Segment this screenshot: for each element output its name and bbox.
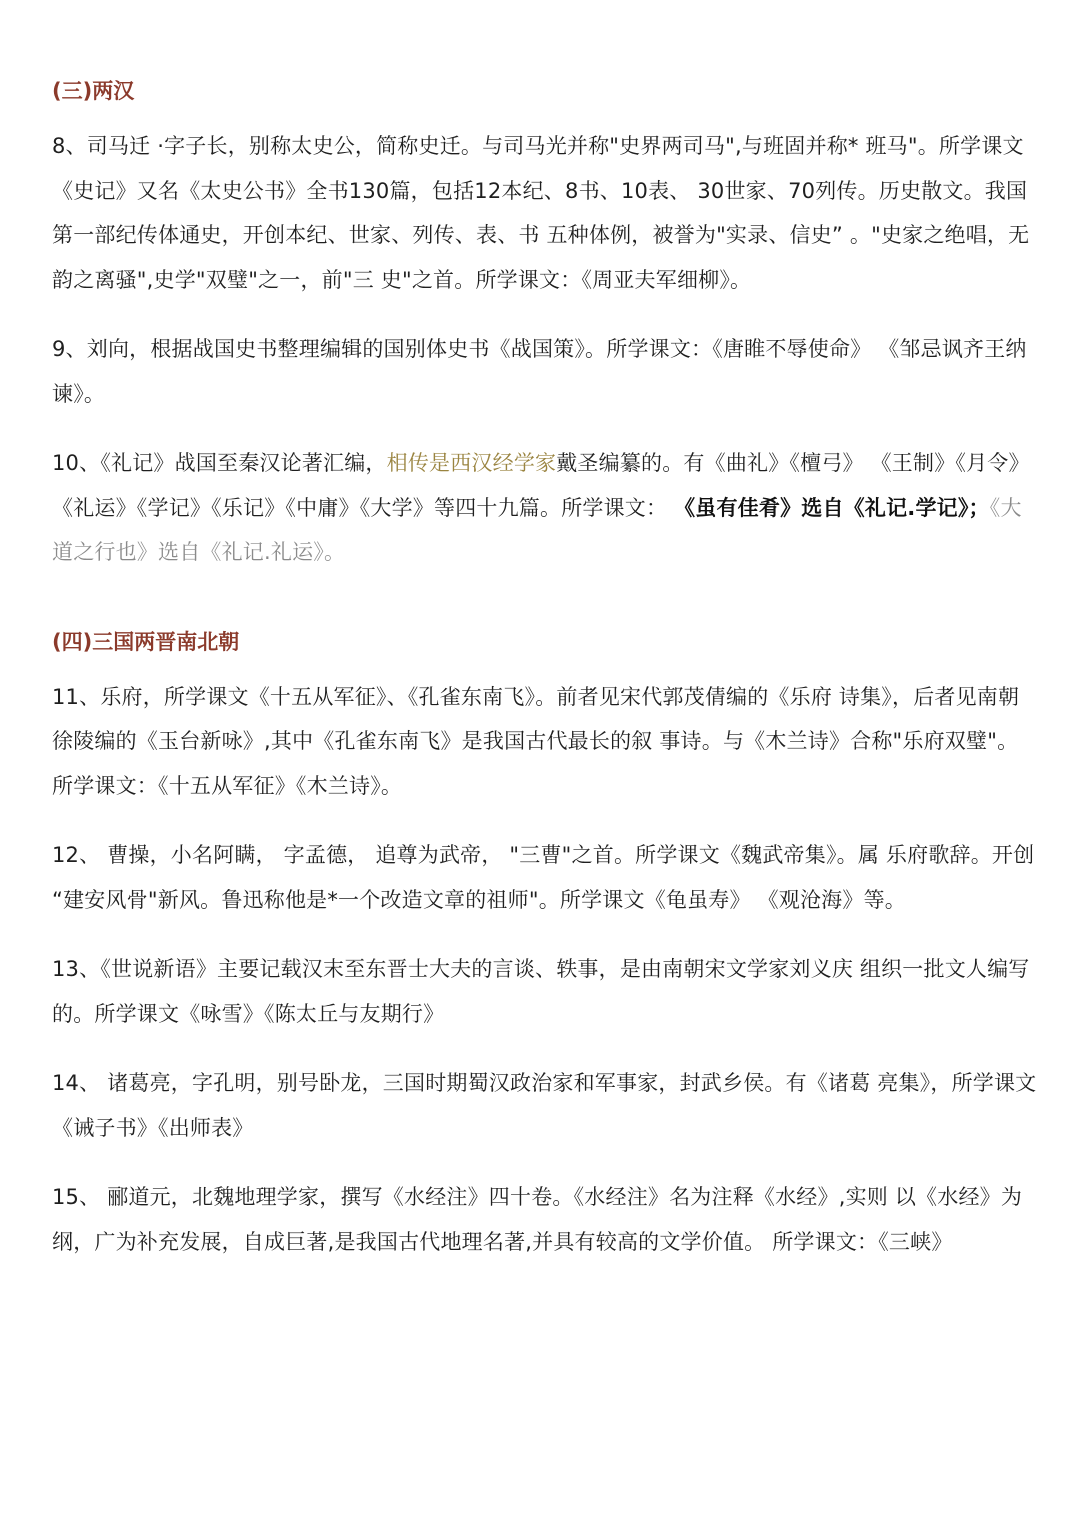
paragraph-10-highlight: 相传是西汉经学家 bbox=[386, 451, 557, 475]
paragraph-13: 13、《世说新语》主要记载汉末至东晋士大夫的言谈、轶事，是由南朝宋文学家刘义庆 组织一批文人编写的。所学课文《咏雪》《陈太丘与友期行》 bbox=[52, 957, 1030, 1026]
paragraph-14: 14、 诸葛亮，字孔明，别号卧龙，三国时期蜀汉政治家和军事家，封武乡侯。有《诸葛 亮集》，所学课文《诫子书》《出师表》 bbox=[52, 1071, 1037, 1140]
paragraph-10-muted: 《大道之行也》选自《礼记.礼运》。 bbox=[52, 495, 1022, 564]
paragraph-12: 12、 曹操，小名阿瞒， 字孟德， 追尊为武帝， "三曹"之首。所学课文《魏武帝集》。属 乐府歌辞。开创 “建安风骨"新风。鲁迅称他是*一个改造文章的祖师"。所学课文《龟虽寿》 《观沧海》等。 bbox=[52, 843, 1035, 912]
paragraph-10 bbox=[52, 441, 1037, 575]
paragraph-10-bold: 《虽有佳肴》选自《礼记.学记》； bbox=[674, 495, 990, 520]
paragraph-10-intro: 10、《礼记》战国至秦汉论著汇编， bbox=[52, 451, 387, 475]
section-heading-sanguo: (四)三国两晋南北朝 bbox=[52, 629, 240, 654]
paragraph-15: 15、 郦道元，北魏地理学家，撰写《水经注》四十卷。《水经注》名为注释《水经》,实则 以《水经》为纲，广为补充发展，自成巨著,是我国古代地理名著,并具有较高的文学价值。 所学课文：《三峡》 bbox=[52, 1185, 1023, 1254]
paragraph-10-body: 戴圣编纂的。有《曲礼》《檀弓》 《王制》《月令》《礼运》《学记》《乐记》《中庸》《大学》等四十九篇。所学课文： bbox=[52, 451, 1030, 520]
section-heading-han: (三)两汉 bbox=[52, 79, 135, 103]
paragraph-9: 9、刘向，根据战国史书整理编辑的国别体史书《战国策》。所学课文：《唐睢不辱使命》 《邹忌讽齐王纳谏》。 bbox=[52, 337, 1027, 406]
paragraph-11: 11、乐府，所学课文《十五从军征》、《孔雀东南飞》。前者见宋代郭茂倩编的《乐府 诗集》，后者见南朝徐陵编的《玉台新咏》,其中《孔雀东南飞》是我国古代最长的叙 事诗。与《木兰诗》合称"乐府双璧"。所学课文：《十五从军征》《木兰诗》。 bbox=[52, 684, 1020, 798]
document-page bbox=[52, 70, 1037, 1264]
paragraph-8: 8、司马迁 ·字子长，别称太史公，简称史迁。与司马光并称"史界两司马",与班固并称* 班马"。所学课文《史记》又名《太史公书》全书130篇，包括12本纪、8书、10表、 30世家、70列传。历史散文。我国第一部纪传体通史，开创本纪、世家、列传、表、书 五种体例，被誉为"实录、信史” 。"史家之绝唱，无韵之离骚",史学"双璧"之一，前"三 史"之首。所学课文：《周亚夫军细柳》。 bbox=[52, 134, 1030, 292]
